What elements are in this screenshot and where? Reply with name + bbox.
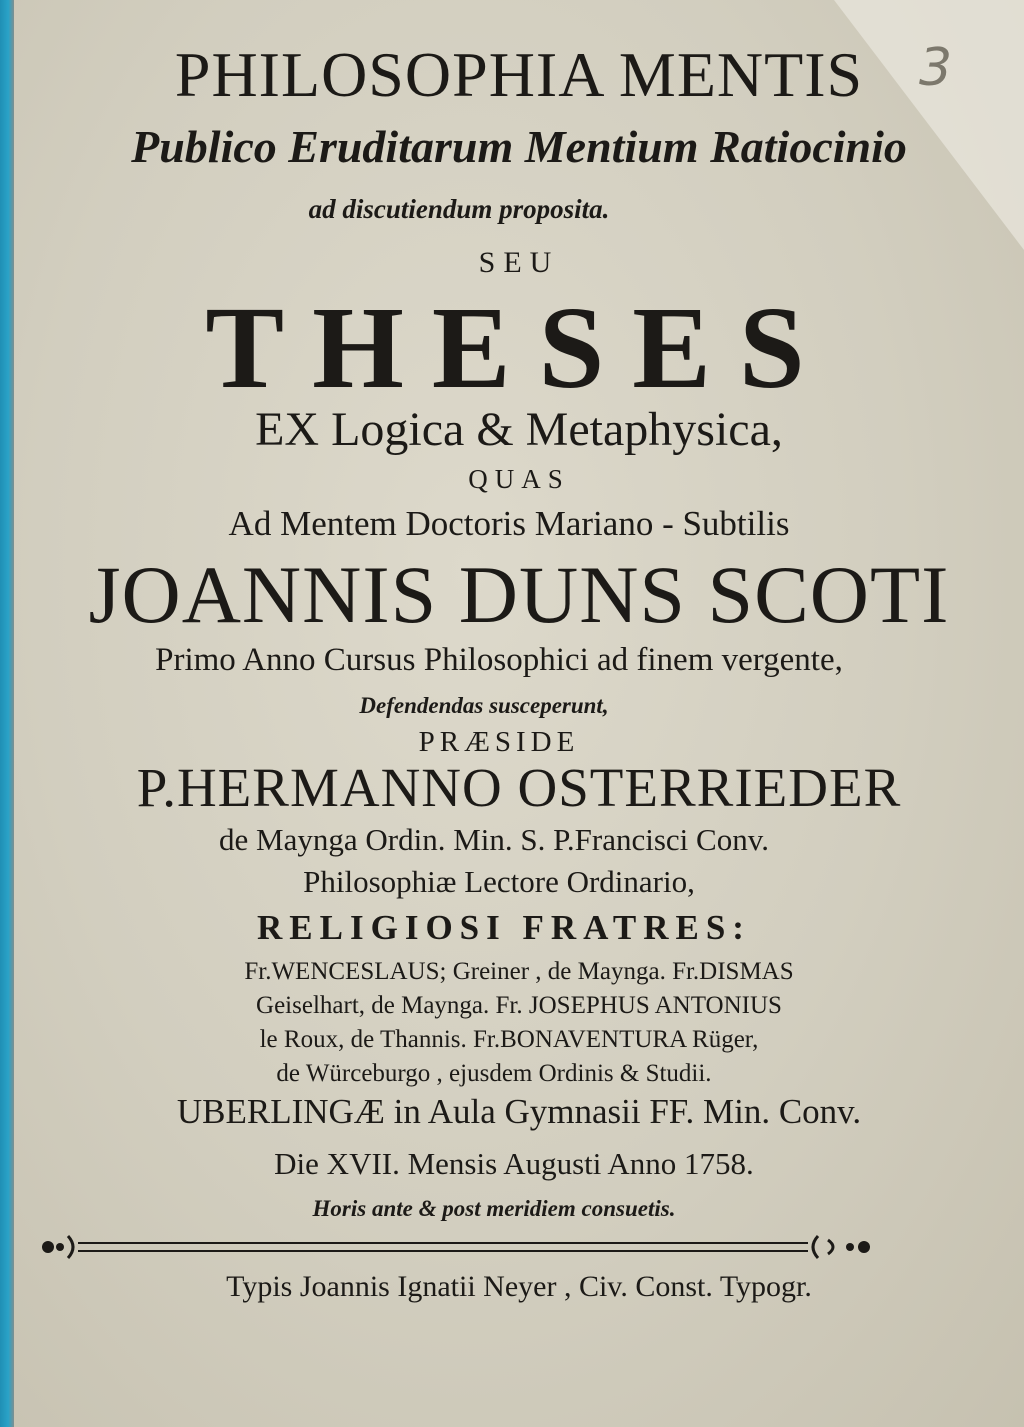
date-line: Die XVII. Mensis Augusti Anno 1758. xyxy=(274,1146,754,1181)
religiosi-heading: RELIGIOSI FRATRES: xyxy=(257,908,751,947)
author-name: JOANNIS DUNS SCOTI xyxy=(88,549,950,640)
praeses-role: Philosophiæ Lectore Ordinario, xyxy=(303,864,695,899)
fratres-line: Geiselhart, de Maynga. Fr. JOSEPHUS ANTONIUS xyxy=(256,992,782,1019)
subtitle-line-2: ad discutiendum proposita. xyxy=(308,194,610,224)
praeside-line: PRÆSIDE xyxy=(418,726,580,758)
title-page xyxy=(14,0,1024,1427)
seu-line: SEU xyxy=(478,246,560,279)
praeses-order: de Maynga Ordin. Min. S. P.Francisci Conv. xyxy=(219,822,769,857)
place-line: UBERLINGÆ in Aula Gymnasii FF. Min. Conv. xyxy=(176,1092,862,1131)
quas-line: QUAS xyxy=(468,464,570,494)
pencil-page-number: 3 xyxy=(919,38,953,98)
subtitle-line-1: Publico Eruditarum Mentium Ratiocinio xyxy=(131,121,907,172)
primo-anno-line: Primo Anno Cursus Philosophici ad finem vergente, xyxy=(155,642,843,678)
praeses-name: P.HERMANNO OSTERRIEDER xyxy=(136,757,902,818)
fratres-line: le Roux, de Thannis. Fr.BONAVENTURA Rüger, xyxy=(259,1026,759,1053)
fratres-line: de Würceburgo , ejusdem Ordinis & Studii. xyxy=(276,1060,712,1087)
ornamental-rule xyxy=(38,1232,884,1262)
theses-heading: THESES xyxy=(205,282,833,413)
main-title: PHILOSOPHIA MENTIS xyxy=(174,39,864,110)
book-spine-edge xyxy=(0,0,14,1427)
defendendas-line: Defendendas susceperunt, xyxy=(359,693,609,718)
printer-line: Typis Joannis Ignatii Neyer , Civ. Const. Typogr. xyxy=(226,1270,812,1303)
hours-line: Horis ante & post meridiem consuetis. xyxy=(312,1196,676,1221)
fratres-line: Fr.WENCESLAUS; Greiner , de Maynga. Fr.DISMAS xyxy=(244,958,794,985)
subject-line: EX Logica & Metaphysica, xyxy=(255,403,783,456)
ad-mentem-line: Ad Mentem Doctoris Mariano - Subtilis xyxy=(228,504,790,543)
